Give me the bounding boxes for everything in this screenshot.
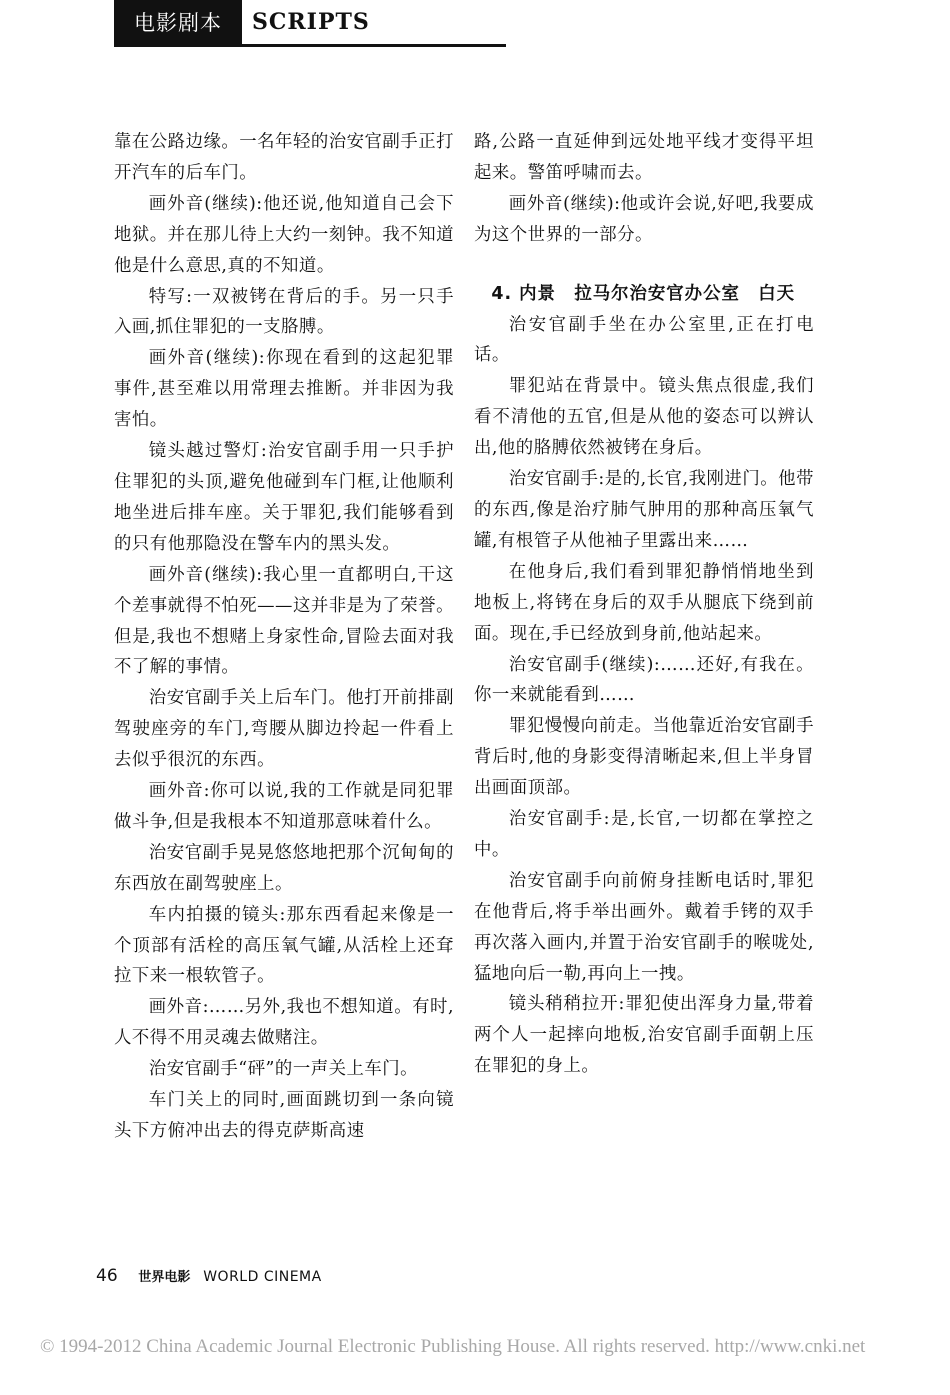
script-paragraph: 治安官副手关上后车门。他打开前排副驾驶座旁的车门,弯腰从脚边拎起一件看上去似乎很沉的东西。 [114, 688, 454, 771]
script-paragraph: 罪犯慢慢向前走。当他靠近治安官副手背后时,他的身影变得清晰起来,但上半身冒出画面顶部。 [474, 716, 814, 799]
page-number: 46 [96, 1266, 118, 1286]
header-rule [114, 44, 506, 47]
magazine-name-cn: 世界电影 [138, 1270, 191, 1285]
script-paragraph: 画外音:……另外,我也不想知道。有时,人不得不用灵魂去做赌注。 [114, 997, 454, 1049]
script-paragraph: 靠在公路边缘。一名年轻的治安官副手正打开汽车的后车门。 [114, 132, 454, 183]
script-paragraph: 镜头越过警灯:治安官副手用一只手护住罪犯的头顶,避免他碰到车门框,让他顺利地坐进后排车座。关于罪犯,我们能够看到的只有他那隐没在警车内的黑头发。 [114, 441, 454, 554]
page-footer [96, 1266, 322, 1286]
script-paragraph: 在他身后,我们看到罪犯静悄悄地坐到地板上,将铐在身后的双手从腿底下绕到前面。现在,手已经放到身前,他站起来。 [474, 561, 814, 644]
script-paragraph: 治安官副手向前俯身挂断电话时,罪犯在他背后,将手举出画外。戴着手铐的双手再次落入画内,并置于治安官副手的喉咙处,猛地向后一勒,再向上一拽。 [474, 870, 814, 984]
section-label-en: SCRIPTS [252, 9, 370, 35]
script-paragraph: 路,公路一直延伸到远处地平线才变得平坦起来。警笛呼啸而去。 [474, 132, 814, 183]
script-paragraph: 车内拍摄的镜头:那东西看起来像是一个顶部有活栓的高压氧气罐,从活栓上还耷拉下来一根软管子。 [114, 904, 454, 987]
left-column [114, 127, 454, 1147]
script-paragraph: 特写:一双被铐在背后的手。另一只手入画,抓住罪犯的一支胳膊。 [114, 286, 454, 338]
script-paragraph: 画外音(继续):他或许会说,好吧,我要成为这个世界的一部分。 [474, 193, 814, 245]
script-paragraph: 治安官副手:是的,长官,我刚进门。他带的东西,像是治疗肺气肿用的那种高压氧气罐,有根管子从他袖子里露出来…… [474, 469, 814, 551]
scene-gap [474, 251, 814, 279]
script-paragraph: 罪犯站在背景中。镜头焦点很虚,我们看不清他的五官,但是从他的姿态可以辨认出,他的胳膊依然被铐在身后。 [474, 376, 814, 459]
right-column-top [474, 127, 814, 251]
script-paragraph: 治安官副手(继续):……还好,有我在。你一来就能看到…… [474, 654, 814, 706]
script-paragraph: 车门关上的同时,画面跳切到一条向镜头下方俯冲出去的得克萨斯高速 [114, 1090, 454, 1141]
script-paragraph: 画外音(继续):他还说,他知道自己会下地狱。并在那儿待上大约一刻钟。我不知道他是什么意思,真的不知道。 [114, 193, 454, 276]
script-paragraph: 治安官副手:是,长官,一切都在掌控之中。 [474, 809, 814, 860]
script-paragraph: 画外音(继续):你现在看到的这起犯罪事件,甚至难以用常理去推断。并非因为我害怕。 [114, 348, 454, 431]
script-paragraph: 镜头稍稍拉开:罪犯使出浑身力量,带着两个人一起摔向地板,治安官副手面朝上压在罪犯的身上。 [474, 994, 814, 1077]
script-paragraph: 画外音:你可以说,我的工作就是同犯罪做斗争,但是我根本不知道那意味着什么。 [114, 781, 454, 832]
right-column [474, 127, 814, 1082]
script-paragraph: 治安官副手坐在办公室里,正在打电话。 [474, 314, 814, 366]
copyright-watermark: © 1994-2012 China Academic Journal Electronic Publishing House. All rights reserved. http://www.cnki.net [40, 1336, 866, 1357]
script-paragraph: 治安官副手“砰”的一声关上车门。 [148, 1059, 419, 1080]
script-paragraph: 画外音(继续):我心里一直都明白,干这个差事就得不怕死——这并非是为了荣誉。但是,我也不想赌上身家性命,冒险去面对我不了解的事情。 [114, 564, 454, 678]
right-column-bottom [474, 310, 814, 1083]
magazine-name-en: WORLD CINEMA [203, 1269, 322, 1285]
section-label-cn: 电影剧本 [114, 0, 242, 46]
scene-heading: 4. 内景 拉马尔治安官办公室 白天 [491, 283, 796, 304]
script-paragraph: 治安官副手晃晃悠悠地把那个沉甸甸的东西放在副驾驶座上。 [114, 842, 454, 894]
page-header [0, 0, 950, 48]
